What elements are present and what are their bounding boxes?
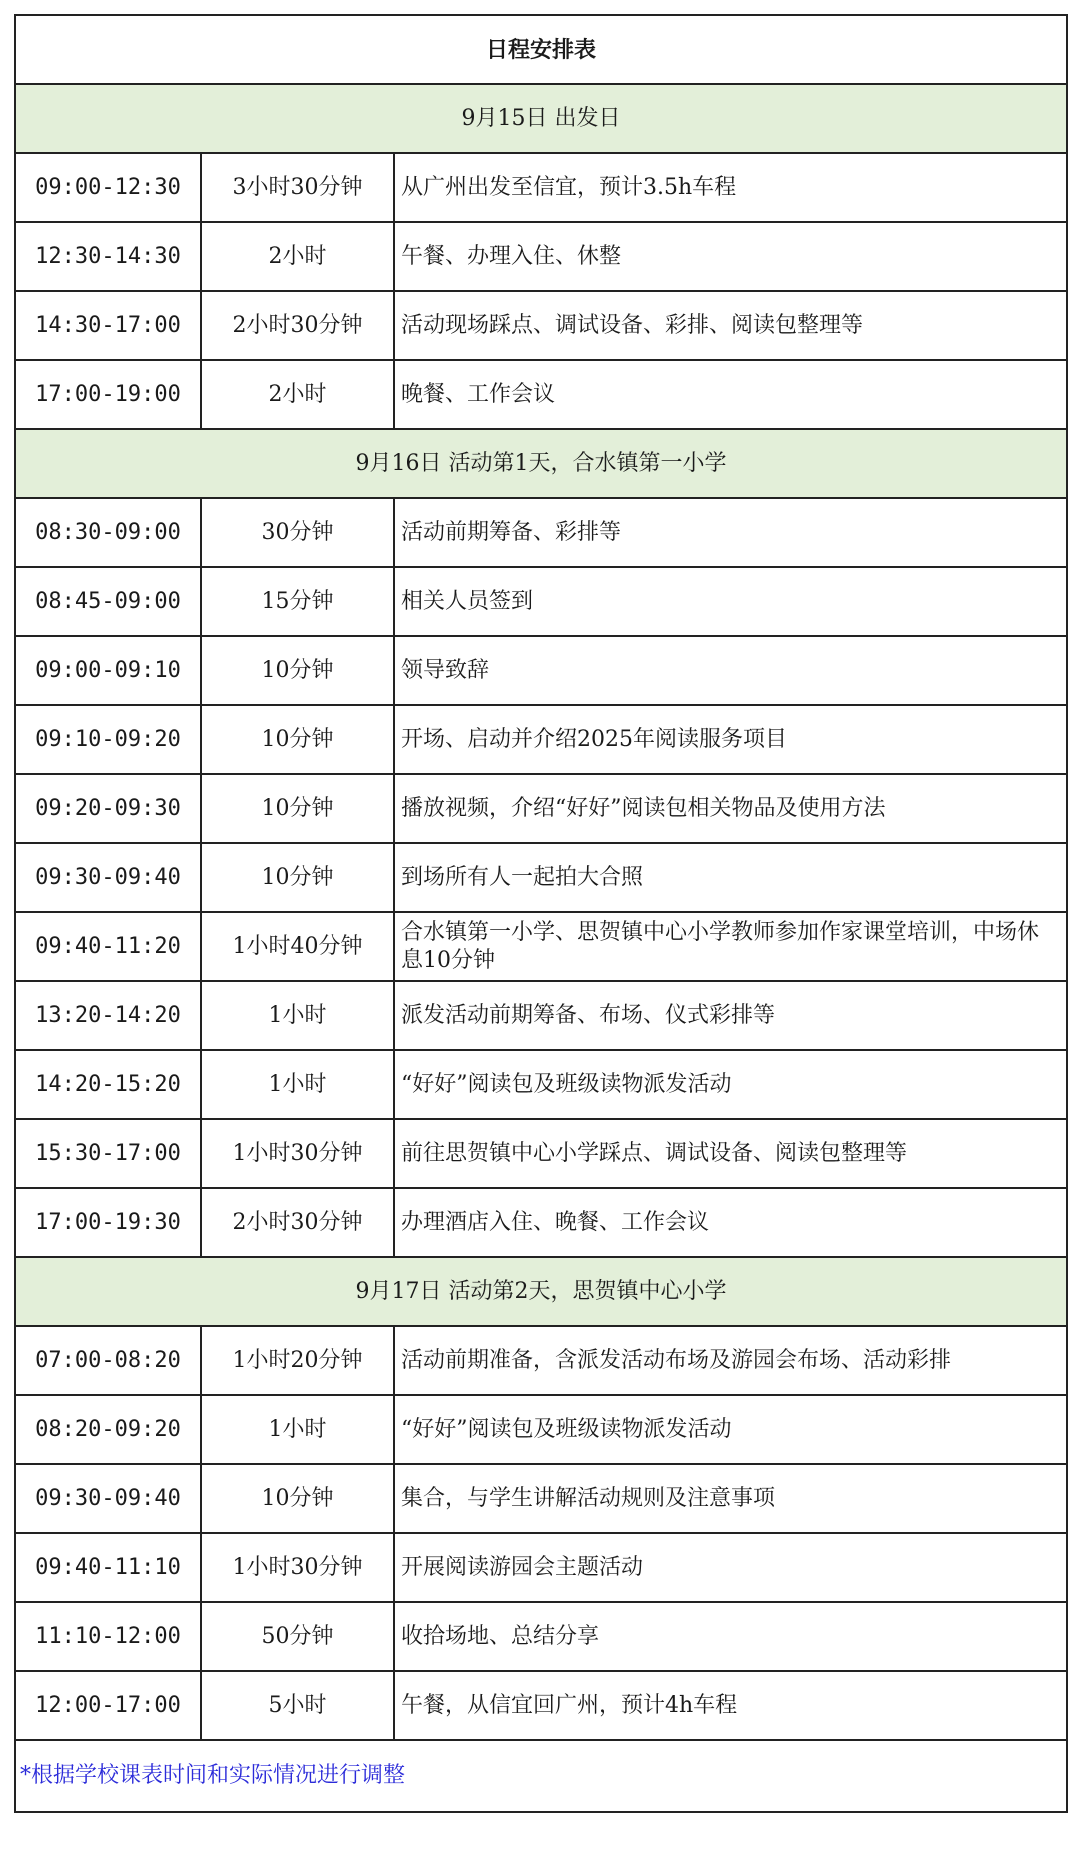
description-cell: 相关人员签到 (394, 567, 1067, 636)
title-row (15, 15, 1067, 84)
time-cell: 09:30-09:40 (15, 843, 201, 912)
table-row (15, 636, 1067, 705)
duration-cell: 30分钟 (201, 498, 394, 567)
table-row (15, 1533, 1067, 1602)
table-row (15, 222, 1067, 291)
duration-cell: 1小时20分钟 (201, 1326, 394, 1395)
time-cell: 14:20-15:20 (15, 1050, 201, 1119)
description-cell: “好好”阅读包及班级读物派发活动 (394, 1050, 1067, 1119)
time-cell: 09:30-09:40 (15, 1464, 201, 1533)
description-cell: 办理酒店入住、晚餐、工作会议 (394, 1188, 1067, 1257)
duration-cell: 1小时30分钟 (201, 1533, 394, 1602)
description-cell: 集合，与学生讲解活动规则及注意事项 (394, 1464, 1067, 1533)
time-cell: 09:20-09:30 (15, 774, 201, 843)
table-row (15, 774, 1067, 843)
duration-cell: 10分钟 (201, 705, 394, 774)
day-header-row (15, 429, 1067, 498)
description-cell: 前往思贺镇中心小学踩点、调试设备、阅读包整理等 (394, 1119, 1067, 1188)
day-header: 9月15日 出发日 (15, 84, 1067, 153)
duration-cell: 2小时 (201, 360, 394, 429)
description-cell: 开场、启动并介绍2025年阅读服务项目 (394, 705, 1067, 774)
table-row (15, 1602, 1067, 1671)
table-row (15, 567, 1067, 636)
day-header: 9月17日 活动第2天，思贺镇中心小学 (15, 1257, 1067, 1326)
duration-cell: 3小时30分钟 (201, 153, 394, 222)
description-cell: 活动现场踩点、调试设备、彩排、阅读包整理等 (394, 291, 1067, 360)
duration-cell: 10分钟 (201, 843, 394, 912)
time-cell: 17:00-19:00 (15, 360, 201, 429)
duration-cell: 1小时 (201, 1395, 394, 1464)
description-cell: 从广州出发至信宜，预计3.5h车程 (394, 153, 1067, 222)
time-cell: 08:30-09:00 (15, 498, 201, 567)
time-cell: 09:10-09:20 (15, 705, 201, 774)
table-row (15, 1119, 1067, 1188)
table-row (15, 1326, 1067, 1395)
time-cell: 07:00-08:20 (15, 1326, 201, 1395)
description-cell: 派发活动前期筹备、布场、仪式彩排等 (394, 981, 1067, 1050)
table-row (15, 360, 1067, 429)
schedule-table (14, 14, 1068, 1813)
time-cell: 12:00-17:00 (15, 1671, 201, 1740)
duration-cell: 1小时40分钟 (201, 912, 394, 981)
time-cell: 09:00-09:10 (15, 636, 201, 705)
description-cell: 收拾场地、总结分享 (394, 1602, 1067, 1671)
description-cell: 活动前期准备，含派发活动布场及游园会布场、活动彩排 (394, 1326, 1067, 1395)
description-cell: 领导致辞 (394, 636, 1067, 705)
time-cell: 14:30-17:00 (15, 291, 201, 360)
description-cell: 活动前期筹备、彩排等 (394, 498, 1067, 567)
table-row (15, 705, 1067, 774)
time-cell: 09:40-11:20 (15, 912, 201, 981)
footnote: *根据学校课表时间和实际情况进行调整 (15, 1740, 1067, 1812)
time-cell: 08:20-09:20 (15, 1395, 201, 1464)
time-cell: 08:45-09:00 (15, 567, 201, 636)
table-row (15, 981, 1067, 1050)
duration-cell: 2小时 (201, 222, 394, 291)
description-cell: 午餐、办理入住、休整 (394, 222, 1067, 291)
description-cell: 午餐，从信宜回广州，预计4h车程 (394, 1671, 1067, 1740)
table-row (15, 153, 1067, 222)
day-header: 9月16日 活动第1天，合水镇第一小学 (15, 429, 1067, 498)
table-row (15, 1464, 1067, 1533)
duration-cell: 1小时 (201, 1050, 394, 1119)
time-cell: 13:20-14:20 (15, 981, 201, 1050)
duration-cell: 10分钟 (201, 774, 394, 843)
day-header-row (15, 84, 1067, 153)
time-cell: 09:40-11:10 (15, 1533, 201, 1602)
table-row (15, 912, 1067, 981)
description-cell: “好好”阅读包及班级读物派发活动 (394, 1395, 1067, 1464)
description-cell: 合水镇第一小学、思贺镇中心小学教师参加作家课堂培训，中场休息10分钟 (394, 912, 1067, 981)
day-header-row (15, 1257, 1067, 1326)
table-row (15, 291, 1067, 360)
duration-cell: 2小时30分钟 (201, 291, 394, 360)
time-cell: 17:00-19:30 (15, 1188, 201, 1257)
duration-cell: 15分钟 (201, 567, 394, 636)
time-cell: 15:30-17:00 (15, 1119, 201, 1188)
duration-cell: 5小时 (201, 1671, 394, 1740)
duration-cell: 1小时30分钟 (201, 1119, 394, 1188)
duration-cell: 1小时 (201, 981, 394, 1050)
table-row (15, 1395, 1067, 1464)
table-row (15, 1188, 1067, 1257)
schedule-body (15, 15, 1067, 1812)
duration-cell: 10分钟 (201, 1464, 394, 1533)
table-row (15, 843, 1067, 912)
time-cell: 09:00-12:30 (15, 153, 201, 222)
table-row (15, 498, 1067, 567)
description-cell: 开展阅读游园会主题活动 (394, 1533, 1067, 1602)
duration-cell: 10分钟 (201, 636, 394, 705)
schedule-title: 日程安排表 (15, 15, 1067, 84)
description-cell: 到场所有人一起拍大合照 (394, 843, 1067, 912)
note-row (15, 1740, 1067, 1812)
description-cell: 晚餐、工作会议 (394, 360, 1067, 429)
table-row (15, 1671, 1067, 1740)
duration-cell: 2小时30分钟 (201, 1188, 394, 1257)
time-cell: 11:10-12:00 (15, 1602, 201, 1671)
description-cell: 播放视频，介绍“好好”阅读包相关物品及使用方法 (394, 774, 1067, 843)
duration-cell: 50分钟 (201, 1602, 394, 1671)
table-row (15, 1050, 1067, 1119)
time-cell: 12:30-14:30 (15, 222, 201, 291)
